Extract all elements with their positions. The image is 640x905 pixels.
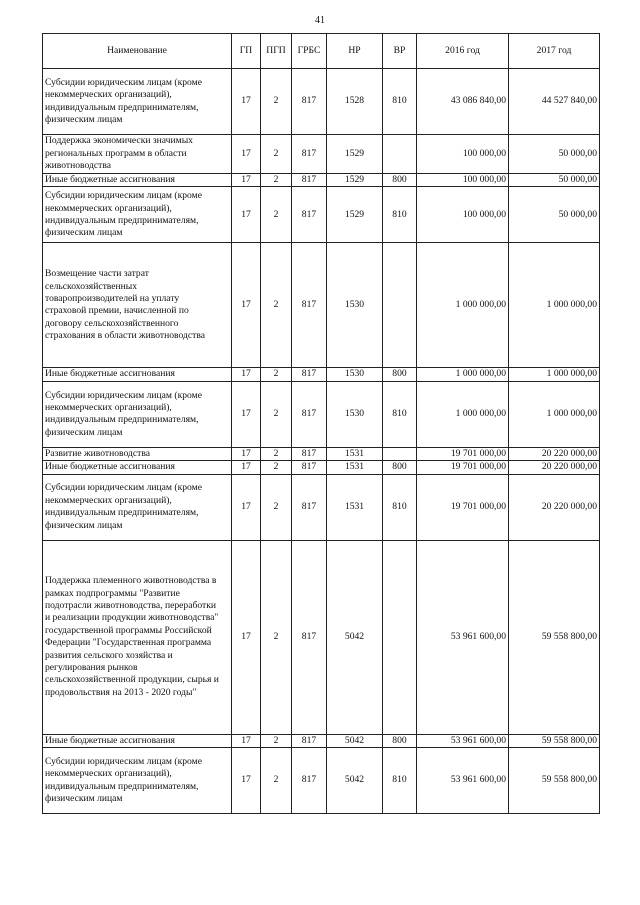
cell-grbs: 817 [292,447,327,460]
cell-nr: 1530 [327,381,383,447]
table-row [43,135,600,174]
table-row [43,187,600,243]
cell-nr: 1531 [327,461,383,474]
cell-name: Субсидии юридическим лицам (кроме некоммерческих организаций), индивидуальным предпринимателям, физическим лицам [43,748,232,814]
cell-nr: 1529 [327,187,383,243]
cell-vr: 800 [383,461,417,474]
cell-y2017: 20 220 000,00 [509,447,600,460]
cell-y2016: 1 000 000,00 [417,243,509,368]
cell-gp: 17 [232,174,261,187]
cell-pgp: 2 [261,243,292,368]
cell-y2016: 53 961 600,00 [417,748,509,814]
cell-vr [383,447,417,460]
cell-pgp: 2 [261,368,292,381]
table-row [43,243,600,368]
cell-vr: 800 [383,734,417,747]
cell-pgp: 2 [261,447,292,460]
cell-y2017: 50 000,00 [509,135,600,174]
cell-nr: 1529 [327,135,383,174]
page-number: 41 [315,15,325,26]
col-header-2016: 2016 год [417,34,509,69]
cell-name: Субсидии юридическим лицам (кроме некоммерческих организаций), индивидуальным предпринимателям, физическим лицам [43,474,232,540]
cell-y2017: 50 000,00 [509,187,600,243]
cell-nr: 1531 [327,474,383,540]
cell-gp: 17 [232,381,261,447]
cell-y2017: 50 000,00 [509,174,600,187]
cell-y2017: 59 558 800,00 [509,748,600,814]
table-row [43,474,600,540]
cell-grbs: 817 [292,368,327,381]
cell-gp: 17 [232,474,261,540]
cell-y2016: 53 961 600,00 [417,734,509,747]
cell-name: Поддержка экономически значимых региональных программ в области животноводства [43,135,232,174]
cell-vr: 800 [383,368,417,381]
cell-y2017: 59 558 800,00 [509,540,600,734]
table-row [43,69,600,135]
cell-nr: 1530 [327,368,383,381]
cell-name: Поддержка племенного животноводства в рамках подпрограммы "Развитие подотрасли животноводства, переработки и реализации продукции животноводства" государственной программы Российской Федерации "Государственная программа развития сельского хозяйства и регулирования рынков сельскохозяйственной продукции, сырья и продовольствия на 2013 - 2020 годы" [43,540,232,734]
cell-name: Иные бюджетные ассигнования [43,461,232,474]
cell-gp: 17 [232,748,261,814]
cell-vr [383,243,417,368]
col-header-name: Наименование [43,34,232,69]
table-row [43,174,600,187]
cell-pgp: 2 [261,540,292,734]
cell-gp: 17 [232,243,261,368]
cell-gp: 17 [232,69,261,135]
table-row [43,461,600,474]
cell-nr: 1528 [327,69,383,135]
col-header-gp: ГП [232,34,261,69]
table-row [43,368,600,381]
cell-grbs: 817 [292,461,327,474]
cell-gp: 17 [232,447,261,460]
cell-y2016: 43 086 840,00 [417,69,509,135]
cell-grbs: 817 [292,69,327,135]
cell-nr: 1530 [327,243,383,368]
col-header-pgp: ПГП [261,34,292,69]
cell-pgp: 2 [261,187,292,243]
cell-grbs: 817 [292,540,327,734]
cell-grbs: 817 [292,474,327,540]
cell-grbs: 817 [292,135,327,174]
cell-y2016: 100 000,00 [417,135,509,174]
cell-nr: 1529 [327,174,383,187]
cell-nr: 5042 [327,748,383,814]
cell-nr: 5042 [327,734,383,747]
cell-pgp: 2 [261,461,292,474]
cell-gp: 17 [232,461,261,474]
cell-y2016: 53 961 600,00 [417,540,509,734]
cell-y2017: 20 220 000,00 [509,474,600,540]
cell-name: Возмещение части затрат сельскохозяйственных товаропроизводителей на уплату страховой премии, начисленной по договору сельскохозяйственного страхования в области животноводства [43,243,232,368]
cell-name: Субсидии юридическим лицам (кроме некоммерческих организаций), индивидуальным предпринимателям, физическим лицам [43,69,232,135]
cell-gp: 17 [232,368,261,381]
cell-vr: 800 [383,174,417,187]
cell-y2017: 1 000 000,00 [509,368,600,381]
cell-vr: 810 [383,69,417,135]
cell-y2016: 100 000,00 [417,174,509,187]
header-row [43,34,600,69]
cell-name: Иные бюджетные ассигнования [43,734,232,747]
cell-gp: 17 [232,187,261,243]
cell-grbs: 817 [292,243,327,368]
cell-grbs: 817 [292,381,327,447]
cell-y2016: 1 000 000,00 [417,368,509,381]
cell-vr: 810 [383,474,417,540]
cell-grbs: 817 [292,748,327,814]
cell-grbs: 817 [292,734,327,747]
cell-y2016: 19 701 000,00 [417,447,509,460]
cell-name: Субсидии юридическим лицам (кроме некоммерческих организаций), индивидуальным предпринимателям, физическим лицам [43,381,232,447]
col-header-2017: 2017 год [509,34,600,69]
budget-table [42,33,600,814]
cell-gp: 17 [232,734,261,747]
col-header-nr: НР [327,34,383,69]
cell-nr: 5042 [327,540,383,734]
cell-pgp: 2 [261,474,292,540]
col-header-vr: ВР [383,34,417,69]
table-row [43,748,600,814]
cell-nr: 1531 [327,447,383,460]
cell-name: Развитие животноводства [43,447,232,460]
col-header-grbs: ГРБС [292,34,327,69]
cell-y2016: 100 000,00 [417,187,509,243]
cell-y2016: 1 000 000,00 [417,381,509,447]
cell-y2017: 1 000 000,00 [509,243,600,368]
table-row [43,734,600,747]
table-row [43,447,600,460]
cell-name: Субсидии юридическим лицам (кроме некоммерческих организаций), индивидуальным предпринимателям, физическим лицам [43,187,232,243]
cell-name: Иные бюджетные ассигнования [43,174,232,187]
cell-grbs: 817 [292,187,327,243]
cell-y2016: 19 701 000,00 [417,474,509,540]
cell-pgp: 2 [261,69,292,135]
cell-y2017: 59 558 800,00 [509,734,600,747]
cell-name: Иные бюджетные ассигнования [43,368,232,381]
table-row [43,540,600,734]
cell-y2017: 44 527 840,00 [509,69,600,135]
table-row [43,381,600,447]
cell-pgp: 2 [261,381,292,447]
cell-pgp: 2 [261,734,292,747]
cell-vr: 810 [383,381,417,447]
cell-pgp: 2 [261,174,292,187]
cell-vr: 810 [383,748,417,814]
cell-y2017: 1 000 000,00 [509,381,600,447]
cell-grbs: 817 [292,174,327,187]
cell-pgp: 2 [261,135,292,174]
cell-vr: 810 [383,187,417,243]
cell-gp: 17 [232,540,261,734]
cell-vr [383,135,417,174]
cell-pgp: 2 [261,748,292,814]
cell-vr [383,540,417,734]
cell-gp: 17 [232,135,261,174]
cell-y2016: 19 701 000,00 [417,461,509,474]
cell-y2017: 20 220 000,00 [509,461,600,474]
